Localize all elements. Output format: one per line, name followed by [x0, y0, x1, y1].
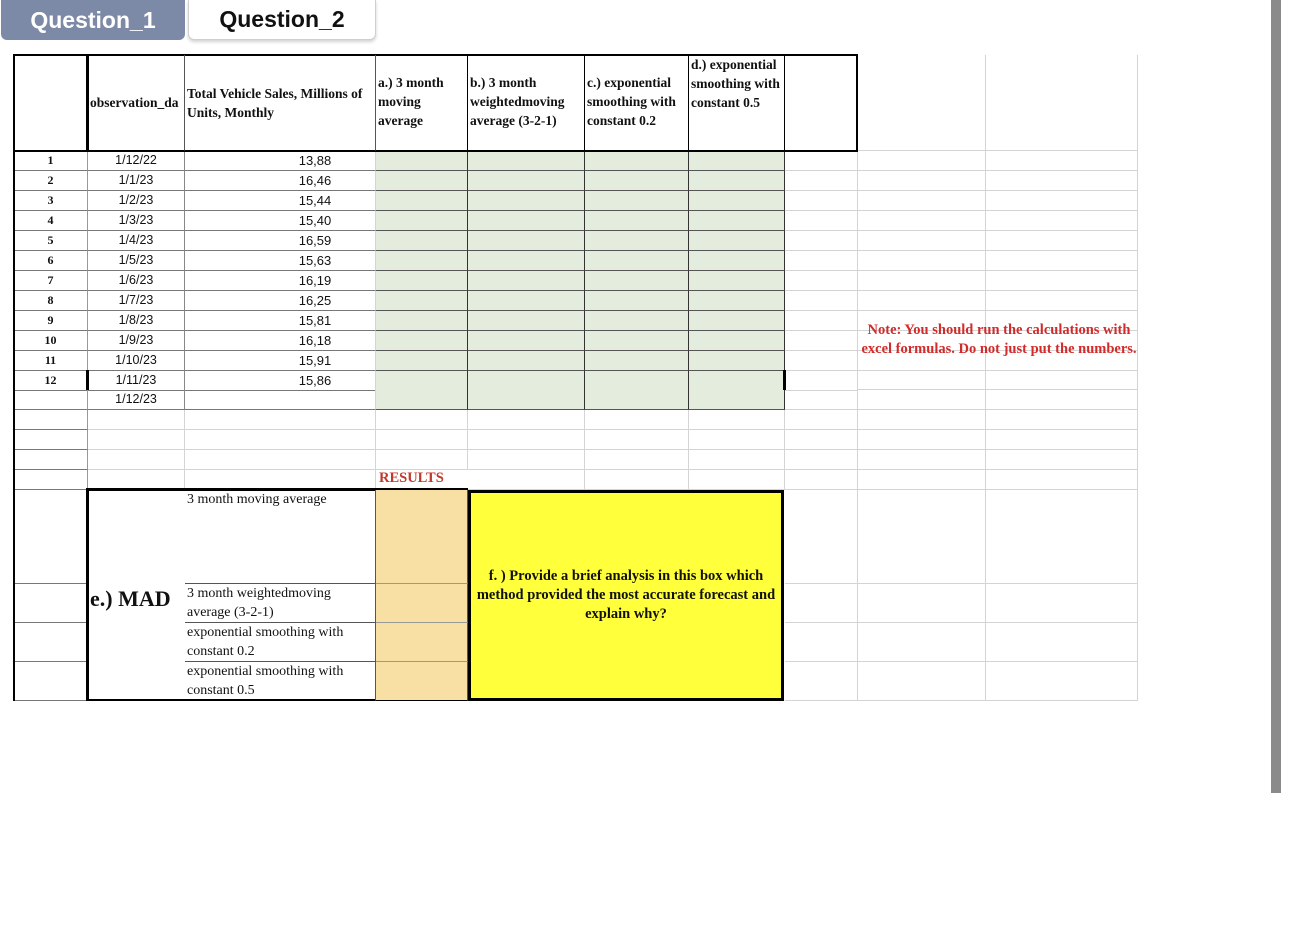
grid-cell[interactable] [986, 211, 1138, 231]
exp-smoothing-0-2-input-cell[interactable] [585, 331, 689, 351]
grid-cell[interactable] [785, 231, 858, 251]
sales-value-cell[interactable]: 16,59 [185, 231, 376, 251]
mad-result-weighted-moving-average[interactable] [376, 584, 468, 623]
header-weighted-moving-average[interactable]: b.) 3 month weightedmoving average (3-2-1) [468, 55, 585, 151]
grid-cell[interactable] [858, 191, 986, 211]
row-number[interactable] [14, 470, 88, 490]
row-number[interactable]: 8 [14, 291, 88, 311]
corner-cell[interactable] [14, 55, 88, 151]
header-total-vehicle-sales[interactable]: Total Vehicle Sales, Millions of Units, Monthly [185, 55, 376, 151]
grid-cell[interactable] [785, 331, 858, 351]
grid-cell[interactable] [785, 351, 858, 371]
moving-average-input-cell[interactable] [376, 371, 468, 391]
observation-date-cell[interactable]: 1/10/23 [88, 351, 185, 371]
grid-cell[interactable] [88, 430, 185, 450]
header-exp-smoothing-0-2[interactable]: c.) exponential smoothing with constant 0.2 [585, 55, 689, 151]
moving-average-input-cell[interactable] [376, 251, 468, 271]
weighted-moving-average-input-cell[interactable] [468, 151, 585, 171]
observation-date-cell[interactable]: 1/5/23 [88, 251, 185, 271]
grid-cell[interactable] [185, 450, 376, 470]
grid-cell[interactable] [785, 211, 858, 231]
weighted-moving-average-input-cell[interactable] [468, 171, 585, 191]
method-label-moving-average[interactable]: 3 month moving average [185, 490, 376, 584]
weighted-moving-average-input-cell[interactable] [468, 231, 585, 251]
sales-value-cell[interactable]: 16,19 [185, 271, 376, 291]
observation-date-cell[interactable]: 1/12/22 [88, 151, 185, 171]
exp-smoothing-0-2-input-cell[interactable] [585, 211, 689, 231]
grid-cell[interactable] [986, 371, 1138, 390]
grid-cell[interactable] [858, 271, 986, 291]
observation-date-cell[interactable]: 1/2/23 [88, 191, 185, 211]
weighted-moving-average-input-cell[interactable] [468, 371, 585, 391]
grid-cell[interactable] [986, 662, 1138, 701]
grid-cell[interactable] [88, 410, 185, 430]
header-empty-cell[interactable] [785, 55, 858, 151]
weighted-moving-average-input-cell[interactable] [468, 291, 585, 311]
exp-smoothing-0-5-input-cell[interactable] [689, 291, 785, 311]
grid-cell[interactable] [858, 55, 986, 151]
sales-value-cell[interactable]: 16,25 [185, 291, 376, 311]
moving-average-input-cell[interactable] [376, 351, 468, 371]
weighted-moving-average-input-cell[interactable] [468, 191, 585, 211]
grid-cell[interactable] [858, 450, 986, 470]
sales-value-cell[interactable]: 15,63 [185, 251, 376, 271]
exp-smoothing-0-5-input-cell[interactable] [689, 331, 785, 351]
grid-cell[interactable] [785, 662, 858, 701]
row-number[interactable]: 5 [14, 231, 88, 251]
grid-cell[interactable] [785, 171, 858, 191]
header-moving-average[interactable]: a.) 3 month moving average [376, 55, 468, 151]
grid-cell[interactable] [785, 191, 858, 211]
row-number[interactable] [14, 430, 88, 450]
exp-smoothing-0-5-input-cell[interactable] [689, 151, 785, 171]
row-number[interactable]: 4 [14, 211, 88, 231]
row-number[interactable]: 1 [14, 151, 88, 171]
row-number[interactable] [14, 410, 88, 430]
analysis-prompt: f. ) Provide a brief analysis in this box which method provided the most accurate forecast and explain why? [476, 568, 776, 622]
vertical-scrollbar[interactable] [1271, 0, 1281, 793]
moving-average-input-cell[interactable] [376, 271, 468, 291]
row-number[interactable] [14, 584, 88, 623]
grid-cell[interactable] [785, 311, 858, 331]
grid-cell[interactable] [858, 371, 986, 390]
grid-cell[interactable] [858, 171, 986, 191]
moving-average-input-cell[interactable] [376, 291, 468, 311]
grid-cell[interactable] [785, 450, 858, 470]
exp-smoothing-0-2-input-cell[interactable] [585, 231, 689, 251]
grid-cell[interactable] [858, 211, 986, 231]
exp-smoothing-0-5-input-cell[interactable] [689, 271, 785, 291]
row-number[interactable] [14, 623, 88, 662]
observation-date-cell[interactable]: 1/7/23 [88, 291, 185, 311]
grid-cell[interactable] [689, 430, 785, 450]
row-number[interactable]: 10 [14, 331, 88, 351]
exp-smoothing-0-2-input-cell[interactable] [585, 191, 689, 211]
grid-cell[interactable] [986, 291, 1138, 311]
grid-cell[interactable] [986, 490, 1138, 584]
grid-cell[interactable] [858, 490, 986, 584]
grid-cell[interactable] [858, 231, 986, 251]
grid-cell[interactable] [185, 410, 376, 430]
moving-average-input-cell[interactable] [376, 390, 468, 410]
grid-cell[interactable] [858, 430, 986, 450]
sales-value-cell[interactable] [185, 390, 376, 410]
row-number[interactable]: 11 [14, 351, 88, 371]
grid-cell[interactable] [785, 470, 858, 490]
grid-cell[interactable] [585, 430, 689, 450]
exp-smoothing-0-5-input-cell[interactable] [689, 311, 785, 331]
exp-smoothing-0-2-input-cell[interactable] [585, 371, 689, 391]
grid-cell[interactable] [785, 584, 858, 623]
grid-cell[interactable] [585, 450, 689, 470]
method-label-exp-smoothing-0-5[interactable]: exponential smoothing with constant 0.5 [185, 662, 376, 701]
grid-cell[interactable] [858, 251, 986, 271]
grid-cell[interactable] [785, 371, 858, 391]
weighted-moving-average-input-cell[interactable] [468, 211, 585, 231]
row-number[interactable] [14, 450, 88, 470]
exp-smoothing-0-5-input-cell[interactable] [689, 371, 785, 391]
grid-cell[interactable] [785, 410, 858, 430]
exp-smoothing-0-5-input-cell[interactable] [689, 211, 785, 231]
observation-date-cell[interactable]: 1/9/23 [88, 331, 185, 351]
analysis-box[interactable] [468, 490, 784, 701]
observation-date-cell[interactable]: 1/12/23 [88, 390, 185, 410]
method-label-exp-smoothing-0-2[interactable]: exponential smoothing with constant 0.2 [185, 623, 376, 662]
grid-cell[interactable] [785, 251, 858, 271]
exp-smoothing-0-5-input-cell[interactable] [689, 231, 785, 251]
exp-smoothing-0-5-input-cell[interactable] [689, 191, 785, 211]
exp-smoothing-0-5-input-cell[interactable] [689, 171, 785, 191]
grid-cell[interactable] [858, 151, 986, 171]
row-12-right-border [783, 370, 786, 390]
row-number[interactable] [14, 662, 88, 701]
weighted-moving-average-input-cell[interactable] [468, 390, 585, 410]
weighted-moving-average-input-cell[interactable] [468, 251, 585, 271]
grid-cell[interactable] [785, 151, 858, 171]
grid-cell[interactable] [858, 291, 986, 311]
grid-cell[interactable] [785, 430, 858, 450]
grid-cell[interactable] [986, 450, 1138, 470]
observation-date-cell[interactable]: 1/4/23 [88, 231, 185, 251]
grid-cell[interactable] [986, 470, 1138, 490]
moving-average-input-cell[interactable] [376, 331, 468, 351]
moving-average-input-cell[interactable] [376, 231, 468, 251]
sales-value-cell[interactable]: 15,81 [185, 311, 376, 331]
grid-cell[interactable] [88, 470, 185, 490]
exp-smoothing-0-5-input-cell[interactable] [689, 390, 785, 410]
moving-average-input-cell[interactable] [376, 171, 468, 191]
weighted-moving-average-input-cell[interactable] [468, 351, 585, 371]
mad-left-border [86, 488, 89, 701]
exp-smoothing-0-5-input-cell[interactable] [689, 251, 785, 271]
grid-cell[interactable] [986, 623, 1138, 662]
grid-cell[interactable] [986, 410, 1138, 430]
observation-date-cell[interactable]: 1/8/23 [88, 311, 185, 331]
moving-average-input-cell[interactable] [376, 311, 468, 331]
sales-value-cell[interactable]: 16,46 [185, 171, 376, 191]
grid-cell[interactable] [986, 251, 1138, 271]
grid-cell[interactable] [785, 390, 858, 410]
tab-question-2[interactable]: Question_2 [188, 0, 376, 40]
row-number[interactable] [14, 490, 88, 584]
row-number[interactable]: 6 [14, 251, 88, 271]
grid-cell[interactable] [986, 55, 1138, 151]
exp-smoothing-0-2-input-cell[interactable] [585, 251, 689, 271]
observation-date-cell[interactable]: 1/1/23 [88, 171, 185, 191]
exp-smoothing-0-2-input-cell[interactable] [585, 351, 689, 371]
grid-cell[interactable] [468, 470, 585, 490]
grid-cell[interactable] [858, 410, 986, 430]
grid-cell[interactable] [785, 623, 858, 662]
sales-value-cell[interactable]: 15,91 [185, 351, 376, 371]
sales-value-cell[interactable]: 15,86 [185, 371, 376, 391]
exp-smoothing-0-2-input-cell[interactable] [585, 271, 689, 291]
sales-value-cell[interactable]: 16,18 [185, 331, 376, 351]
sales-value-cell[interactable]: 15,44 [185, 191, 376, 211]
grid-cell[interactable] [785, 291, 858, 311]
grid-cell[interactable] [585, 410, 689, 430]
exp-smoothing-0-5-input-cell[interactable] [689, 351, 785, 371]
grid-cell[interactable] [986, 231, 1138, 251]
observation-date-cell[interactable]: 1/3/23 [88, 211, 185, 231]
row-12-left-border [86, 370, 89, 390]
grid-cell[interactable] [88, 450, 185, 470]
grid-cell[interactable] [858, 662, 986, 701]
sales-value-cell[interactable]: 15,40 [185, 211, 376, 231]
row-number[interactable] [14, 390, 88, 410]
mad-result-moving-average[interactable] [376, 490, 468, 584]
grid-cell[interactable] [185, 470, 376, 490]
grid-cell[interactable] [858, 584, 986, 623]
grid-cell[interactable] [376, 450, 468, 470]
row-number[interactable]: 3 [14, 191, 88, 211]
method-label-weighted-moving-average[interactable]: 3 month weightedmoving average (3-2-1) [185, 584, 376, 623]
grid-cell[interactable] [986, 191, 1138, 211]
grid-cell[interactable] [689, 450, 785, 470]
row-number[interactable]: 12 [14, 371, 88, 391]
exp-smoothing-0-2-input-cell[interactable] [585, 390, 689, 410]
grid-cell[interactable] [468, 410, 585, 430]
grid-cell[interactable] [185, 430, 376, 450]
grid-cell[interactable] [986, 584, 1138, 623]
weighted-moving-average-input-cell[interactable] [468, 311, 585, 331]
mad-result-exp-smoothing-0-2[interactable] [376, 623, 468, 662]
header-observation-date[interactable]: observation_da [88, 55, 185, 151]
grid-cell[interactable] [689, 470, 785, 490]
exp-smoothing-0-2-input-cell[interactable] [585, 291, 689, 311]
observation-date-cell[interactable]: 1/6/23 [88, 271, 185, 291]
grid-cell[interactable] [785, 271, 858, 291]
weighted-moving-average-input-cell[interactable] [468, 271, 585, 291]
exp-smoothing-0-2-input-cell[interactable] [585, 151, 689, 171]
grid-cell[interactable] [585, 470, 689, 490]
mad-result-exp-smoothing-0-5[interactable] [376, 662, 468, 701]
grid-cell[interactable] [858, 623, 986, 662]
moving-average-input-cell[interactable] [376, 151, 468, 171]
row-number[interactable]: 9 [14, 311, 88, 331]
note-text: Note: You should run the calculations with excel formulas. Do not just put the numbers. [861, 322, 1137, 357]
row-number[interactable]: 7 [14, 271, 88, 291]
exp-smoothing-0-2-input-cell[interactable] [585, 171, 689, 191]
grid-cell[interactable] [689, 410, 785, 430]
grid-cell[interactable] [468, 430, 585, 450]
grid-cell[interactable] [858, 390, 986, 410]
grid-cell[interactable] [986, 171, 1138, 191]
tab-question-1[interactable]: Question_1 [1, 0, 185, 40]
header-exp-smoothing-0-5[interactable]: d.) exponential smoothing with constant 0.5 [689, 55, 785, 151]
grid-cell[interactable] [986, 151, 1138, 171]
moving-average-input-cell[interactable] [376, 191, 468, 211]
observation-date-cell[interactable]: 1/11/23 [88, 371, 185, 391]
grid-cell[interactable] [986, 390, 1138, 410]
moving-average-input-cell[interactable] [376, 211, 468, 231]
grid-cell[interactable] [986, 430, 1138, 450]
grid-cell[interactable] [986, 271, 1138, 291]
grid-cell[interactable] [858, 470, 986, 490]
grid-cell[interactable] [376, 430, 468, 450]
weighted-moving-average-input-cell[interactable] [468, 331, 585, 351]
row-number[interactable]: 2 [14, 171, 88, 191]
grid-cell[interactable] [468, 450, 585, 470]
sales-value-cell[interactable]: 13,88 [185, 151, 376, 171]
exp-smoothing-0-2-input-cell[interactable] [585, 311, 689, 331]
grid-cell[interactable] [785, 490, 858, 584]
grid-cell[interactable] [376, 410, 468, 430]
results-label: RESULTS [379, 470, 444, 486]
mad-label: e.) MAD [90, 586, 171, 611]
